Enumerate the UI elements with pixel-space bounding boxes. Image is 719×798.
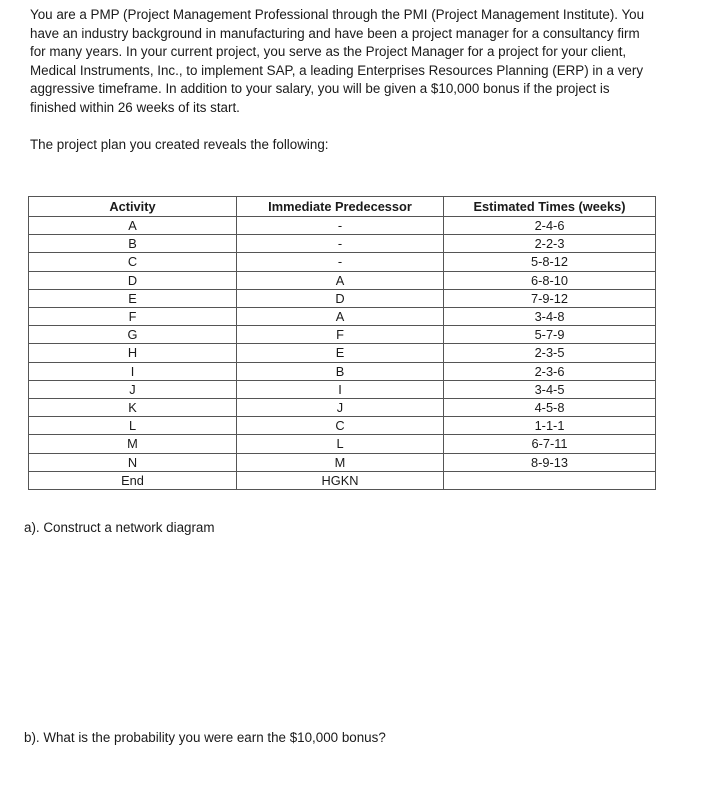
intro-paragraph — [30, 6, 680, 117]
header-estimated-times: Estimated Times (weeks) — [444, 197, 656, 217]
predecessor-cell: J — [237, 399, 444, 417]
activity-cell: G — [29, 326, 237, 344]
predecessor-cell: L — [237, 435, 444, 453]
intro-line: have an industry background in manufacturing and have been a project manager for a consultancy firm — [30, 25, 640, 41]
estimated-times-cell: 2-3-5 — [444, 344, 656, 362]
estimated-times-cell: 3-4-5 — [444, 380, 656, 398]
activity-cell: E — [29, 289, 237, 307]
activity-cell: H — [29, 344, 237, 362]
estimated-times-cell: 3-4-8 — [444, 308, 656, 326]
estimated-times-cell: 8-9-13 — [444, 453, 656, 471]
estimated-times-cell: 2-4-6 — [444, 217, 656, 235]
activity-cell: M — [29, 435, 237, 453]
activity-cell: I — [29, 362, 237, 380]
table-row — [29, 362, 656, 380]
predecessor-cell: A — [237, 308, 444, 326]
activity-cell: B — [29, 235, 237, 253]
header-activity: Activity — [29, 197, 237, 217]
activity-table — [28, 196, 656, 490]
estimated-times-cell: 2-3-6 — [444, 362, 656, 380]
predecessor-cell: F — [237, 326, 444, 344]
predecessor-cell: I — [237, 380, 444, 398]
table-row — [29, 380, 656, 398]
estimated-times-cell: 6-7-11 — [444, 435, 656, 453]
estimated-times-cell: 7-9-12 — [444, 289, 656, 307]
table-row — [29, 435, 656, 453]
table-row — [29, 471, 656, 489]
predecessor-cell: M — [237, 453, 444, 471]
table-row — [29, 308, 656, 326]
activity-cell: F — [29, 308, 237, 326]
activity-cell: C — [29, 253, 237, 271]
table-row — [29, 326, 656, 344]
table-row — [29, 289, 656, 307]
activity-cell: N — [29, 453, 237, 471]
table-row — [29, 417, 656, 435]
header-predecessor: Immediate Predecessor — [237, 197, 444, 217]
estimated-times-cell: 4-5-8 — [444, 399, 656, 417]
activity-cell: A — [29, 217, 237, 235]
table-body — [29, 217, 656, 490]
intro-line: You are a PMP (Project Management Professional through the PMI (Project Management Institute). You — [30, 7, 645, 22]
estimated-times-cell: 5-8-12 — [444, 253, 656, 271]
predecessor-cell: B — [237, 362, 444, 380]
activity-cell: End — [29, 471, 237, 489]
intro-line: for many years. In your current project, you serve as the Project Manager for a project for your client, — [30, 44, 627, 59]
table-row — [29, 217, 656, 235]
activity-cell: D — [29, 271, 237, 289]
table-row — [29, 399, 656, 417]
intro-line: finished within 26 weeks of its start. — [30, 99, 240, 115]
table-header-row — [29, 197, 656, 217]
estimated-times-cell: 5-7-9 — [444, 326, 656, 344]
predecessor-cell: - — [237, 253, 444, 271]
table-row — [29, 253, 656, 271]
intro-line: aggressive timeframe. In addition to your salary, you will be given a $10,000 bonus if the project is — [30, 81, 610, 96]
activity-cell: L — [29, 417, 237, 435]
estimated-times-cell: 2-2-3 — [444, 235, 656, 253]
question-a: a). Construct a network diagram — [24, 520, 215, 535]
table-row — [29, 453, 656, 471]
activity-cell: K — [29, 399, 237, 417]
table-row — [29, 344, 656, 362]
estimated-times-cell — [444, 471, 656, 489]
lead-text: The project plan you created reveals the following: — [30, 137, 329, 152]
predecessor-cell: - — [237, 217, 444, 235]
predecessor-cell: C — [237, 417, 444, 435]
predecessor-cell: - — [237, 235, 444, 253]
table-row — [29, 235, 656, 253]
estimated-times-cell: 1-1-1 — [444, 417, 656, 435]
predecessor-cell: HGKN — [237, 471, 444, 489]
estimated-times-cell: 6-8-10 — [444, 271, 656, 289]
activity-cell: J — [29, 380, 237, 398]
predecessor-cell: A — [237, 271, 444, 289]
question-b: b). What is the probability you were earn the $10,000 bonus? — [24, 730, 386, 745]
table-row — [29, 271, 656, 289]
predecessor-cell: E — [237, 344, 444, 362]
intro-line: Medical Instruments, Inc., to implement SAP, a leading Enterprises Resources Planning (ERP) in a very — [30, 62, 644, 78]
predecessor-cell: D — [237, 289, 444, 307]
